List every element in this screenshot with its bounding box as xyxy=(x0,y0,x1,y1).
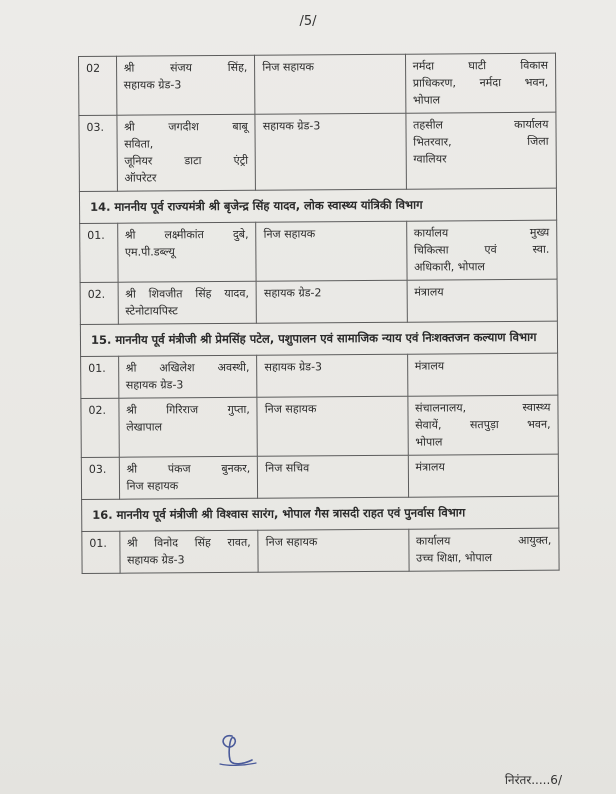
serial-number-cell: 02. xyxy=(80,282,118,324)
serial-number-cell: 03. xyxy=(81,457,119,499)
name-line: सहायक ग्रेड-3 xyxy=(125,378,184,392)
serial-number-cell: 01. xyxy=(81,356,119,398)
name-line: लेखापाल xyxy=(126,420,163,434)
section-heading-row xyxy=(80,321,557,356)
table-row xyxy=(82,528,559,573)
name-line: सहायक ग्रेड-3 xyxy=(127,553,185,567)
name-line: श्री संजय सिंह, xyxy=(123,60,248,75)
office-line: मंत्रालय xyxy=(415,460,445,474)
section-heading: 14. माननीय पूर्व राज्यमंत्री श्री बृजेन्द्र सिंह यादव, लोक स्वास्थ्य यांत्रिकी विभाग xyxy=(79,188,556,223)
serial-number-cell: 01. xyxy=(82,531,120,573)
name-line: श्री गिरिराज गुप्ता, xyxy=(126,402,250,417)
office-line: मंत्रालय xyxy=(414,359,445,373)
name-line: श्री अखिलेश अवस्थी, xyxy=(125,360,250,375)
post-cell: सहायक ग्रेड-2 xyxy=(256,280,407,323)
office-cell xyxy=(406,112,557,189)
table-row xyxy=(80,279,557,324)
office-cell xyxy=(406,220,557,280)
post-cell: निज सहायक xyxy=(258,529,409,572)
office-line: नर्मदा घाटी विकास xyxy=(412,58,549,73)
staff-table-body xyxy=(79,53,560,573)
table-row xyxy=(79,53,556,115)
office-line: भोपाल xyxy=(412,93,441,107)
name-line: ऑपरेटर xyxy=(124,171,157,185)
page-number: /5/ xyxy=(299,14,317,29)
office-line: सेवायें, सतपुड़ा भवन, xyxy=(415,417,551,432)
post-cell: सहायक ग्रेड-3 xyxy=(255,113,406,190)
office-line: ग्वालियर xyxy=(413,152,447,166)
name-cell xyxy=(119,456,258,499)
name-cell xyxy=(116,55,255,115)
table-row xyxy=(81,454,558,499)
name-line: स्टेनोटायपिस्ट xyxy=(125,304,178,318)
office-line: भोपाल xyxy=(415,435,443,449)
office-cell xyxy=(408,395,559,455)
office-line: चिकित्सा एवं स्वा. xyxy=(413,242,550,257)
section-heading-row xyxy=(79,188,556,223)
section-heading-row xyxy=(82,496,559,531)
office-line: उच्च शिक्षा, भोपाल xyxy=(416,551,493,565)
office-cell xyxy=(407,279,558,322)
table-row xyxy=(81,353,558,398)
section-heading: 15. माननीय पूर्व मंत्रीजी श्री प्रेमसिंह पटेल, पशुपालन एवं सामाजिक न्याय एवं निःशक्तजन कल्याण विभाग xyxy=(80,321,557,356)
post-cell: निज सहायक xyxy=(255,54,406,114)
table-row xyxy=(81,395,558,457)
office-line: तहसील कार्यालय xyxy=(413,117,549,132)
name-line: श्री शिवजीत सिंह यादव, xyxy=(125,286,250,301)
office-line: अधिकारी, भोपाल xyxy=(414,260,485,274)
office-line: मंत्रालय xyxy=(414,285,444,299)
continued-note: निरंतर.....6/ xyxy=(504,773,562,787)
name-cell xyxy=(118,397,257,457)
post-cell: निज सहायक xyxy=(256,221,407,281)
name-line: एम.पी.डब्ल्यू xyxy=(124,245,175,259)
name-cell xyxy=(116,114,255,191)
signature-mark xyxy=(214,730,260,770)
name-cell xyxy=(118,355,257,398)
name-line: सविता, xyxy=(124,137,154,151)
table-row xyxy=(80,220,557,282)
office-line: कार्यालय मुख्य xyxy=(413,225,550,240)
name-line: सहायक ग्रेड-3 xyxy=(123,78,182,92)
office-line: कार्यालय आयुक्त, xyxy=(415,533,552,548)
post-cell: सहायक ग्रेड-3 xyxy=(257,354,408,397)
post-cell: निज सहायक xyxy=(257,396,408,456)
serial-number-cell: 02. xyxy=(81,398,119,457)
name-line: श्री विनोद सिंह रावत, xyxy=(126,535,251,550)
name-cell xyxy=(117,222,256,282)
post-cell: निज सचिव xyxy=(258,455,409,498)
office-line: संचालनालय, स्वास्थ्य xyxy=(415,400,551,415)
serial-number-cell: 03. xyxy=(79,115,117,191)
serial-number-cell: 02 xyxy=(79,56,117,115)
office-cell xyxy=(405,53,556,113)
office-cell xyxy=(408,528,559,571)
name-line: श्री जगदीश बाबू xyxy=(124,119,248,134)
name-cell xyxy=(119,530,258,573)
office-cell xyxy=(407,353,558,396)
serial-number-cell: 01. xyxy=(80,223,118,282)
table-row xyxy=(79,112,557,191)
name-line: निज सहायक xyxy=(126,479,179,493)
name-line: श्री पंकज बुनकर, xyxy=(126,461,251,476)
office-line: भितरवार, जिला xyxy=(413,134,549,149)
name-line: श्री लक्ष्मीकांत दुबे, xyxy=(124,227,249,242)
office-cell xyxy=(408,454,559,497)
staff-table xyxy=(78,53,560,574)
section-heading: 16. माननीय पूर्व मंत्रीजी श्री विश्वास सारंग, भोपाल गैस त्रासदी राहत एवं पुनर्वास विभाग xyxy=(82,496,559,531)
name-cell xyxy=(118,281,257,324)
name-line: जूनियर डाटा एंट्री xyxy=(124,153,249,168)
office-line: प्राधिकरण, नर्मदा भवन, xyxy=(412,75,549,90)
